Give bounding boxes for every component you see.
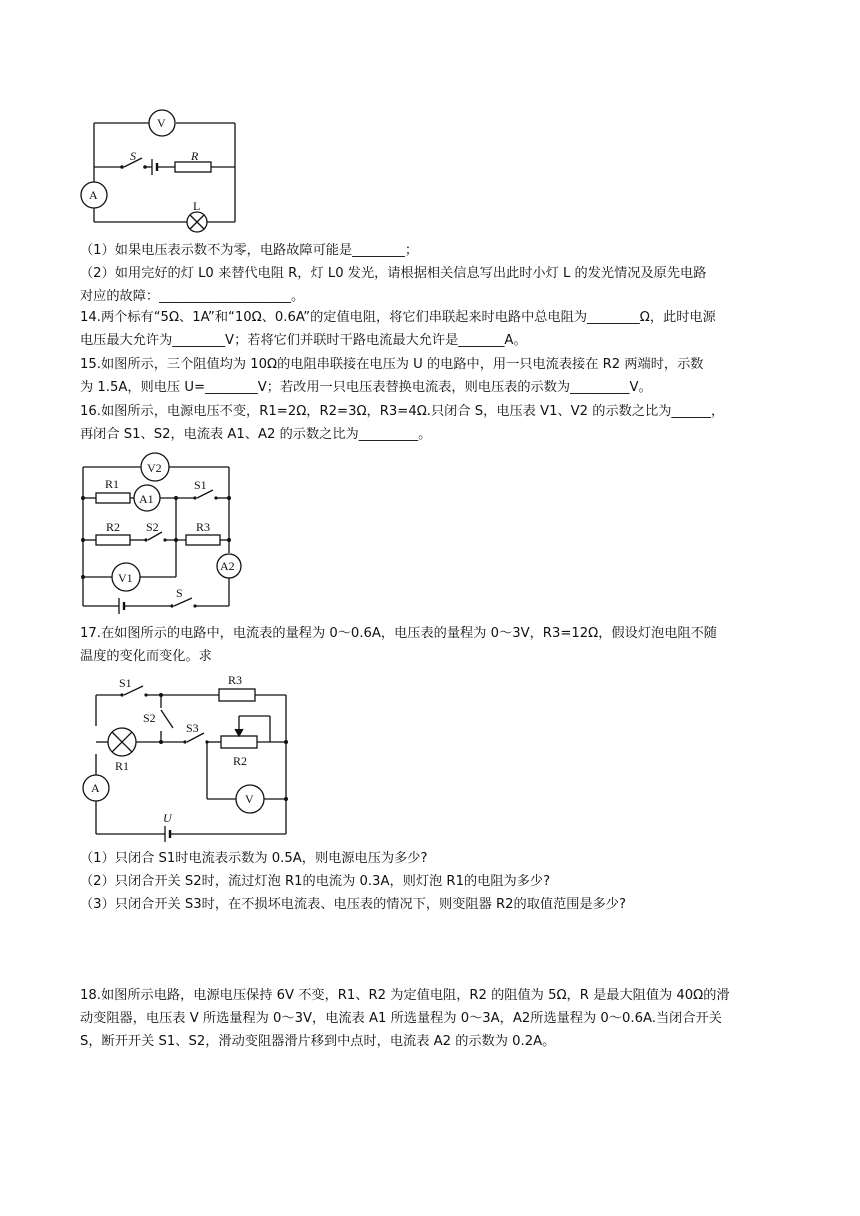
q17-sub2: （2）只闭合开关 S2时，流过灯泡 R1的电流为 0.3A，则灯泡 R1的电阻为多少? — [80, 874, 551, 889]
fig13-s-label: S — [130, 149, 136, 163]
q13-sub2-line1: （2）如用完好的灯 L0 来替代电阻 R，灯 L0 发光，请根据相关信息写出此时小灯 L 的发光情况及原先电路 — [80, 266, 707, 281]
fig16-r2-label: R2 — [106, 520, 121, 534]
fig16-v2-label: V2 — [147, 461, 162, 475]
q13-sub2-line2: 对应的故障：____________________。 — [80, 289, 305, 304]
fig16-r1-label: R1 — [105, 477, 120, 491]
fig17-a-label: A — [91, 781, 100, 795]
fig16-s2-label: S2 — [146, 520, 159, 534]
q17-sub3: （3）只闭合开关 S3时，在不损坏电流表、电压表的情况下，则变阻器 R2的取值范围是多少? — [80, 897, 627, 912]
q14-line1: 14.两个标有“5Ω、1A”和“10Ω、0.6A”的定值电阻，将它们串联起来时电路中总电阻为________Ω，此时电源 — [80, 310, 716, 325]
fig17-r1-label: R1 — [115, 759, 130, 773]
q18-line2: 动变阻器，电压表 V 所选量程为 0～3V，电流表 A1 所选量程为 0～3A，A2所选量程为 0～0.6A.当闭合开关 — [80, 1011, 722, 1026]
q18-line3: S，断开开关 S1、S2，滑动变阻器滑片移到中点时，电流表 A2 的示数为 0.2A。 — [80, 1034, 556, 1049]
fig17-s3-label: S3 — [186, 721, 199, 735]
fig17-s1-label: S1 — [119, 676, 132, 690]
fig13-v-label: V — [157, 116, 166, 130]
fig13-r-label: R — [191, 149, 199, 163]
q17-sub1: （1）只闭合 S1时电流表示数为 0.5A，则电源电压为多少? — [80, 851, 428, 866]
fig17-r3-label: R3 — [228, 673, 243, 687]
fig17-r2-label: R2 — [233, 754, 248, 768]
q17-line1: 17.在如图所示的电路中，电流表的量程为 0～0.6A，电压表的量程为 0～3V，R3=12Ω，假设灯泡电阻不随 — [80, 626, 717, 641]
fig16-v1-label: V1 — [118, 571, 133, 585]
q14-line2: 电压最大允许为________V；若将它们并联时干路电流最大允许是_______A。 — [80, 333, 527, 348]
fig13-l-label: L — [193, 199, 201, 213]
fig17-s2-label: S2 — [143, 711, 156, 725]
fig16-s-label: S — [176, 586, 183, 600]
q17-line2: 温度的变化而变化。求 — [80, 649, 212, 664]
fig16-a2-label: A2 — [220, 559, 235, 573]
fig16-r3-label: R3 — [196, 520, 211, 534]
q15-line1: 15.如图所示，三个阻值均为 10Ω的电阻串联接在电压为 U 的电路中，用一只电流表接在 R2 两端时，示数 — [80, 357, 704, 372]
q16-line2: 再闭合 S1、S2，电流表 A1、A2 的示数之比为_________。 — [80, 427, 432, 442]
fig16-a1-label: A1 — [139, 492, 154, 506]
fig16-s1-label: S1 — [194, 478, 207, 492]
fig17-v-label: V — [245, 792, 254, 806]
q13-sub1: （1）如果电压表示数不为零，电路故障可能是________； — [80, 243, 419, 258]
q18-line1: 18.如图所示电路，电源电压保持 6V 不变，R1、R2 为定值电阻，R2 的阻值为 5Ω，R 是最大阻值为 40Ω的滑 — [80, 988, 730, 1003]
q16-line1: 16.如图所示，电源电压不变，R1=2Ω，R2=3Ω，R3=4Ω.只闭合 S，电压表 V1、V2 的示数之比为______， — [80, 404, 725, 419]
q15-line2: 为 1.5A，则电压 U=________V；若改用一只电压表替换电流表，则电压表的示数为_________V。 — [80, 380, 652, 395]
fig13-a-label: A — [89, 188, 98, 202]
fig17-u-label: U — [163, 811, 172, 825]
